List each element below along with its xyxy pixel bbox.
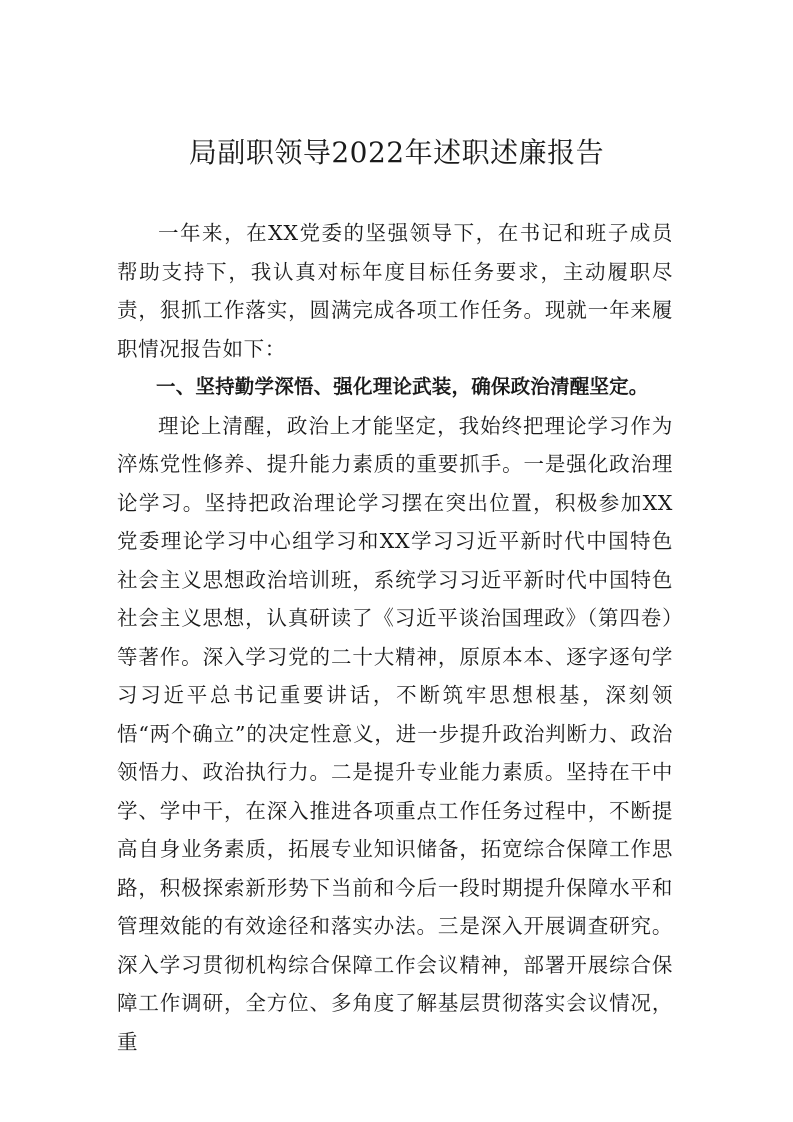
section-heading: 一、坚持勤学深悟、强化理论武装，确保政治清醒坚定。 xyxy=(156,375,649,398)
document-body xyxy=(117,214,673,1061)
page-title: 局副职领导2022年述职述廉报告 xyxy=(188,136,605,169)
section-paragraph: 理论上清醒，政治上才能坚定，我始终把理论学习作为淬炼党性修养、提升能力素质的重要抓手。一是强化政治理论学习。坚持把政治理论学习摆在突出位置，积极参加XX党委理论学习中心组学习和XX学习习近平新时代中国特色社会主义思想政治培训班，系统学习习近平新时代中国特色社会主义思想，认真研读了《习近平谈治国理政》（第四卷）等著作。深入学习党的二十大精神，原原本本、逐字逐句学习习近平总书记重要讲话，不断筑牢思想根基，深刻领悟“两个确立”的决定性意义，进一步提升政治判断力、政治领悟力、政治执行力。二是提升专业能力素质。坚持在干中学、学中干，在深入推进各项重点工作任务过程中，不断提高自身业务素质，拓展专业知识储备，拓宽综合保障工作思路，积极探索新形势下当前和今后一段时期提升保障水平和管理效能的有效途径和落实办法。三是深入开展调查研究。深入学习贯彻机构综合保障工作会议精神，部署开展综合保障工作调研，全方位、多角度了解基层贯彻落实会议情况，重 xyxy=(117,413,673,1054)
intro-paragraph: 一年来，在XX党委的坚强领导下，在书记和班子成员帮助支持下，我认真对标年度目标任务要求，主动履职尽责，狠抓工作落实，圆满完成各项工作任务。现就一年来履职情况报告如下： xyxy=(117,221,673,361)
